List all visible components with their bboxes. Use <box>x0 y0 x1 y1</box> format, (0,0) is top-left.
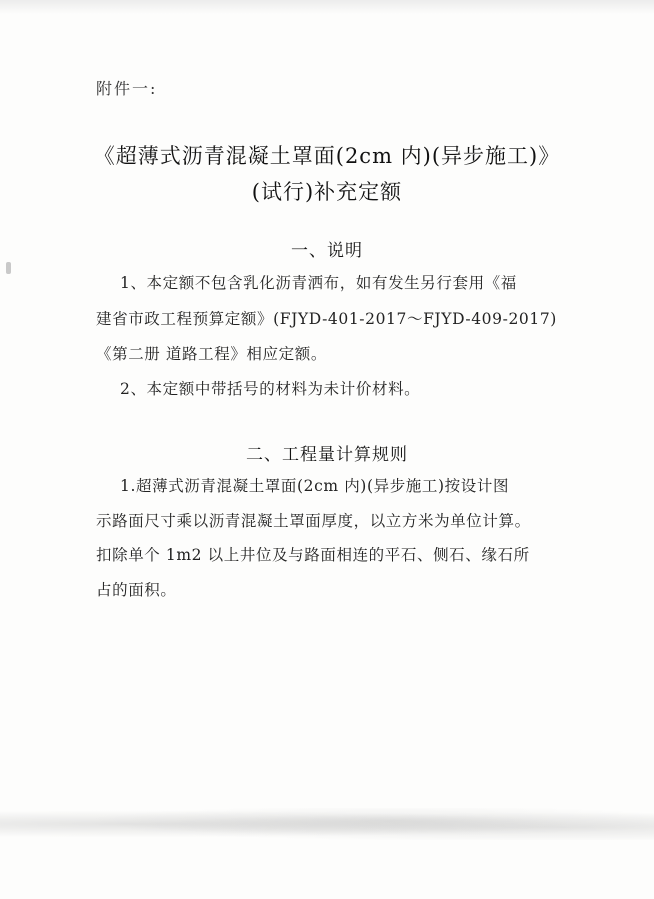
document-subtitle: (试行)补充定额 <box>251 180 403 204</box>
rules-item-1-line-2: 示路面尺寸乘以沥青混凝土罩面厚度，以立方米为单位计算。 <box>96 512 531 530</box>
rules-item-1-line-1: 1.超薄式沥青混凝土罩面(2cm 内)(异步施工)按设计图 <box>120 477 510 495</box>
scan-edge-shadow <box>0 0 654 14</box>
explanation-item-1-line-2: 建省市政工程预算定额》(FJYD-401-2017～FJYD-409-2017) <box>96 310 557 328</box>
rules-item-1-line-4: 占的面积。 <box>96 581 177 599</box>
explanation-item-1-line-3: 《第二册 道路工程》相应定额。 <box>96 345 327 363</box>
scan-smudge <box>0 808 654 840</box>
attachment-label: 附件一: <box>96 79 158 98</box>
explanation-item-2: 2、本定额中带括号的材料为未计价材料。 <box>120 380 421 398</box>
rules-item-1-line-3: 扣除单个 1m2 以上井位及与路面相连的平石、侧石、缘石所 <box>96 546 530 564</box>
section-heading-explanation: 一、说明 <box>291 241 363 261</box>
section-heading-calculation-rules: 二、工程量计算规则 <box>246 445 408 465</box>
document-title: 《超薄式沥青混凝土罩面(2cm 内)(异步施工)》 <box>93 144 561 168</box>
explanation-item-1-line-1: 1、本定额不包含乳化沥青洒布，如有发生另行套用《福 <box>120 274 517 292</box>
scan-artifact <box>6 262 11 274</box>
